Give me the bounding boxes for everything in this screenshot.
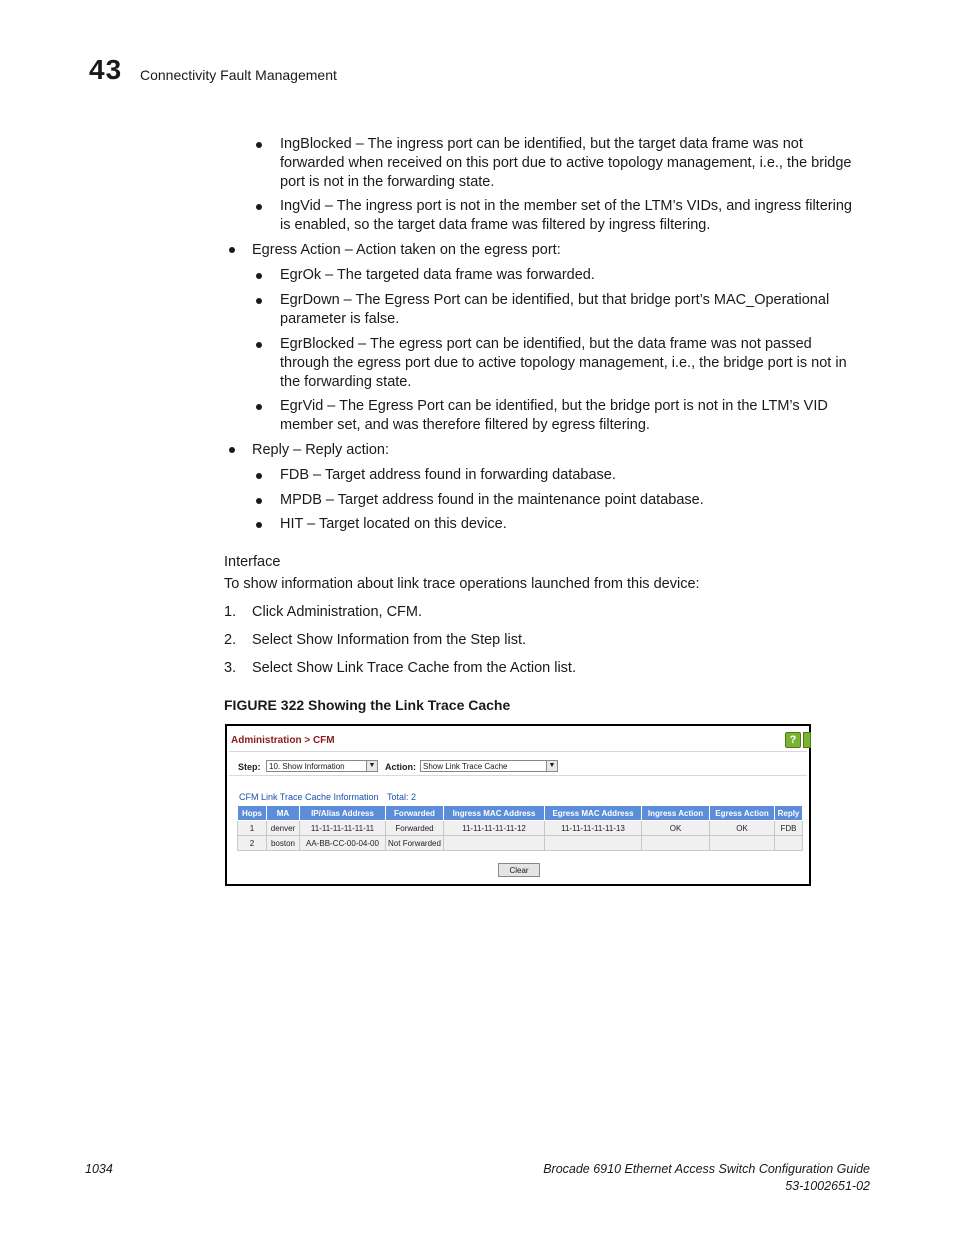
item-line: EgrBlocked – The egress port can be identified, but the data frame was not passed [280,336,812,352]
step-number: 3. [224,660,237,676]
item-line: is enabled, so the target data frame was filtered by ingress filtering. [280,217,711,233]
col-header: Egress MAC Address [545,806,642,821]
divider [229,775,807,776]
help-icon[interactable]: ? [785,732,801,748]
col-header: Ingress MAC Address [444,806,545,821]
list-item [252,441,872,460]
list-item [280,266,880,285]
chevron-down-icon: ▼ [366,761,377,771]
link-trace-table [237,805,803,851]
bullet-icon [256,473,262,479]
breadcrumb: Administration > CFM [231,735,335,746]
bullet-icon [256,298,262,304]
intro-text: To show information about link trace operations launched from this device: [224,576,700,592]
chapter-number: 43 [89,54,123,85]
table-cell: 1 [238,821,267,836]
bullet-icon [256,204,262,210]
book-title: Brocade 6910 Ethernet Access Switch Configuration Guide [543,1162,870,1176]
item-line: member set, and was therefore filtered by egress filtering. [280,417,650,433]
table-cell: boston [267,836,300,851]
step-number: 2. [224,632,237,648]
section-heading: Interface [224,554,281,570]
figure-label: FIGURE 322 [224,697,305,713]
step-item [224,603,423,622]
bullet-icon [256,498,262,504]
term-description: – Reply action: [289,442,390,458]
step-label: Step: [238,762,261,772]
step-number: 1. [224,604,237,620]
item-line: the forwarding state. [280,374,412,390]
table-cell: Forwarded [386,821,444,836]
table-cell: AA-BB-CC-00-04-00 [300,836,386,851]
figure-caption: Showing the Link Trace Cache [308,697,511,713]
table-cell: 11-11-11-11-11-12 [444,821,545,836]
col-header: Reply [775,806,803,821]
item-line: EgrOk – The targeted data frame was forwarded. [280,267,595,283]
term-description: – Action taken on the egress port: [340,242,561,258]
table-cell: 11-11-11-11-11-11 [300,821,386,836]
item-line: MPDB – Target address found in the maintenance point database. [280,492,704,508]
table-cell [444,836,545,851]
table-header-row [238,806,803,821]
item-line: port is not in the forwarding state. [280,174,495,190]
table-cell: 2 [238,836,267,851]
list-item [280,491,880,510]
list-item [280,466,880,485]
table-cell: OK [710,821,775,836]
action-label: Action: [385,762,416,772]
item-line: forwarded when received on this port due to active topology management, i.e., the bridge [280,155,852,171]
bullet-icon [229,447,235,453]
table-cell: OK [642,821,710,836]
bullet-icon [229,247,235,253]
action-select[interactable] [420,760,558,772]
list-item [280,197,880,235]
table-cell: denver [267,821,300,836]
step-item [224,659,576,678]
term: Reply [252,442,290,458]
list-item [280,335,880,392]
item-line: parameter is false. [280,311,400,327]
item-line: FDB – Target address found in forwarding database. [280,467,616,483]
col-header: Hops [238,806,267,821]
table-cell [642,836,710,851]
list-item [280,135,880,192]
bullet-icon [256,273,262,279]
step-text: Select Show Link Trace Cache from the Action list. [252,660,576,676]
list-item [280,515,880,534]
item-line: IngVid – The ingress port is not in the member set of the LTM’s VIDs, and ingress filtering [280,198,852,214]
table-cell: Not Forwarded [386,836,444,851]
chapter-title: Connectivity Fault Management [140,67,337,83]
item-line: through the egress port due to active topology management, i.e., the bridge port is not in [280,355,847,371]
extra-icon[interactable] [803,732,811,748]
col-header: Forwarded [386,806,444,821]
table-cell [775,836,803,851]
action-select-value: Show Link Trace Cache [423,762,508,771]
table-total: Total: 2 [387,792,417,802]
bullet-icon [256,404,262,410]
table-cell [710,836,775,851]
bullet-icon [256,342,262,348]
item-line: HIT – Target located on this device. [280,516,507,532]
term: Egress Action [252,242,341,258]
bullet-icon [256,522,262,528]
table-cell: FDB [775,821,803,836]
divider [229,751,807,752]
step-select[interactable] [266,760,378,772]
chevron-down-icon: ▼ [546,761,557,771]
figure-screenshot [225,724,811,886]
step-select-value: 10. Show Information [269,762,345,771]
table-row [238,836,803,851]
list-item [280,291,880,329]
doc-number: 53-1002651-02 [785,1179,870,1193]
step-text: Select Show Information from the Step list. [252,632,527,648]
bullet-icon [256,142,262,148]
item-line: EgrDown – The Egress Port can be identified, but that bridge port’s MAC_Operational [280,292,830,308]
table-cell [545,836,642,851]
page-number: 1034 [85,1162,113,1176]
list-item [252,241,872,260]
item-line: EgrVid – The Egress Port can be identified, but the bridge port is not in the LTM’s VID [280,398,828,414]
col-header: IP/Alias Address [300,806,386,821]
step-item [224,631,527,650]
table-row [238,821,803,836]
col-header: Egress Action [710,806,775,821]
list-item [280,397,880,435]
step-text: Click Administration, CFM. [252,604,423,620]
col-header: Ingress Action [642,806,710,821]
clear-button[interactable]: Clear [498,863,540,877]
table-cell: 11-11-11-11-11-13 [545,821,642,836]
table-title: CFM Link Trace Cache Information [239,792,379,802]
col-header: MA [267,806,300,821]
item-line: IngBlocked – The ingress port can be identified, but the target data frame was not [280,136,803,152]
